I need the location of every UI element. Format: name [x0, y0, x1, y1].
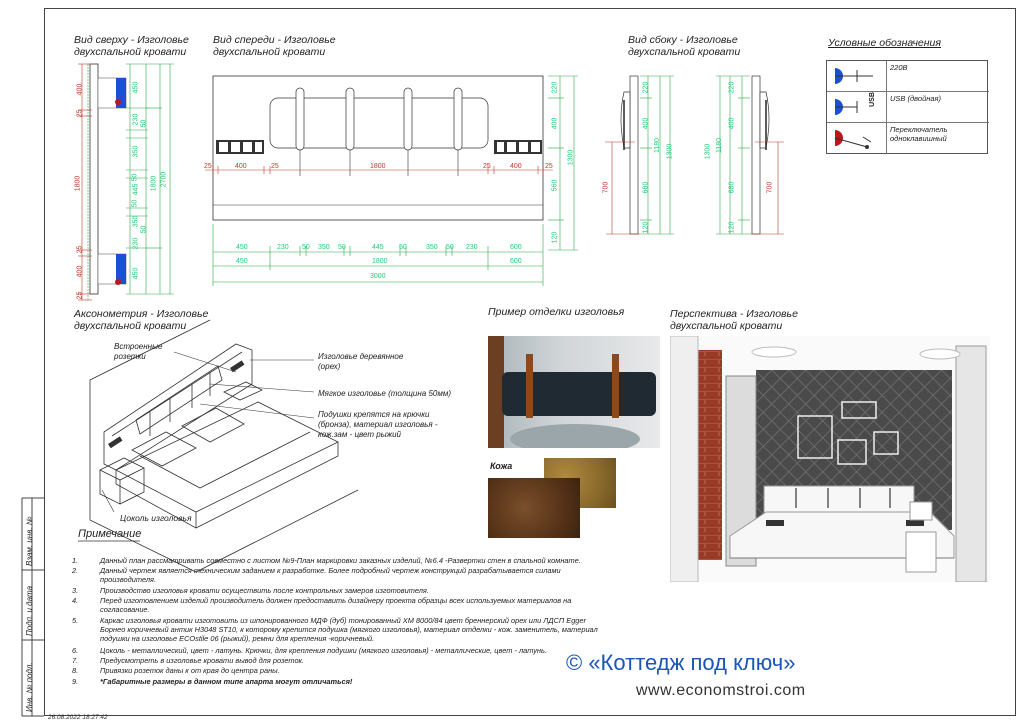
callout-pillows-1: Подушки крепятся на крючки — [318, 410, 430, 419]
side-a-dim-120: 120 — [642, 221, 650, 234]
note-5-num: 5. — [72, 616, 79, 625]
callout-plinth: Цоколь изголовья — [120, 513, 192, 523]
top-dim-r50b: 50 — [131, 173, 139, 182]
side-b-dim-400: 400 — [728, 117, 736, 130]
side-a-dim-700: 700 — [602, 181, 610, 194]
note-5-text-3: подушки на изголовье ECOstile 06 (рыжий), ремни для крепления -коричневый. — [100, 634, 375, 643]
front-dim-25c: 25 — [483, 163, 491, 170]
notes-title: Примечание — [78, 528, 142, 540]
top-dim-total-1800: 1800 — [150, 175, 158, 192]
top-dim-r50d: 50 — [140, 225, 148, 234]
front-dim-50c: 50 — [399, 244, 407, 251]
top-dim-r50c: 50 — [131, 199, 139, 208]
front-dim-120: 120 — [551, 231, 559, 244]
note-2-num: 2. — [72, 566, 79, 575]
top-dim-400a: 400 — [76, 83, 84, 96]
note-4-text-2: согласование. — [100, 605, 150, 614]
front-dim-560: 560 — [551, 179, 559, 192]
front-view-title-2: двухспальной кровати — [213, 46, 326, 58]
note-1-num: 1. — [72, 556, 79, 565]
front-dim-1300: 1300 — [567, 149, 575, 166]
top-dim-25a: 25 — [76, 109, 84, 118]
side-b-dim-1300: 1300 — [704, 143, 712, 160]
note-9-num: 9. — [72, 677, 79, 686]
site-watermark: www.economstroi.com — [636, 682, 806, 699]
side-b-dim-120: 120 — [728, 221, 736, 234]
top-view-title-1: Вид сверху - Изголовье — [74, 34, 189, 46]
side-a-dim-1300: 1300 — [666, 143, 674, 160]
callout-sockets: Встроенные розетки — [114, 342, 163, 361]
note-5-text-2: Борнео коричневый антик Н3048 ST10, к которому крепится подушка (мягкого изголовья), материал отделки - кож. заменитель, материал — [100, 625, 598, 634]
front-dim-row2-600: 600 — [510, 258, 522, 265]
front-dim-400a: 400 — [235, 163, 247, 170]
axon-title-2: двухспальной кровати — [74, 320, 187, 332]
top-dim-1800: 1800 — [74, 175, 82, 192]
front-dim-50a: 50 — [302, 244, 310, 251]
brand-watermark: © «Коттедж под ключ» — [566, 650, 796, 675]
front-dim-230b: 230 — [466, 244, 478, 251]
side-a-dim-1180: 1180 — [654, 137, 662, 154]
front-dim-400b: 400 — [510, 163, 522, 170]
side-b-dim-680: 680 — [728, 181, 736, 194]
top-dim-r50a: 50 — [140, 119, 148, 128]
note-5-text: Каркас изголовья кровати изготовить из шпонированного МДФ (дуб) тонированный ХМ 8000/84 цвет бреннерский орех или ЛДСП Egger — [100, 616, 586, 625]
leather-label: Кожа — [490, 461, 513, 471]
note-4-num: 4. — [72, 596, 79, 605]
finish-title: Пример отделки изголовья — [488, 306, 625, 318]
callout-soft: Мягкое изголовье (толщина 50мм) — [318, 389, 451, 398]
side-a-dim-400: 400 — [642, 117, 650, 130]
usb-symbol-text: USB — [868, 92, 876, 107]
front-dim-600: 600 — [510, 244, 522, 251]
legend-label-usb: USB (двойная) — [890, 94, 942, 103]
side-a-dim-680: 680 — [642, 181, 650, 194]
side-view-title-2: двухспальной кровати — [628, 46, 741, 58]
side-b-dim-220: 220 — [728, 81, 736, 94]
note-3-text: Производство изголовья кровати осуществить после контрольных замеров изготовителя. — [100, 586, 429, 595]
top-dim-r350b: 350 — [132, 215, 140, 228]
front-dim-row2-1800: 1800 — [372, 258, 388, 265]
note-6-num: 6. — [72, 646, 79, 655]
callout-pillows-2: (бронза), материал изголовья - — [318, 420, 438, 429]
legend-label-220v: 220В — [890, 63, 908, 72]
persp-title-1: Перспектива - Изголовье — [670, 308, 798, 320]
top-dim-400b: 400 — [76, 265, 84, 278]
note-7-num: 7. — [72, 656, 79, 665]
note-4-text: Перед изготовлением изделий производитель должен предоставить дизайнеру проекта образцы всех используемых материалов на — [100, 596, 572, 605]
stamp-inv-original: Инв. № подл. — [25, 662, 34, 712]
top-dim-r230b: 230 — [132, 237, 140, 250]
side-b-dim-1180: 1180 — [716, 137, 724, 154]
stamp-replace-inv: Взам. инв. № — [25, 516, 34, 566]
side-view-title-1: Вид сбоку - Изголовье — [628, 34, 738, 46]
side-b-dim-700: 700 — [766, 181, 774, 194]
print-date: 26.08.2022 18:27:42 — [48, 714, 108, 721]
front-dim-row2-450: 450 — [236, 258, 248, 265]
front-dim-445: 445 — [372, 244, 384, 251]
front-view-title-1: Вид спереди - Изголовье — [213, 34, 336, 46]
persp-title-2: двухспальной кровати — [670, 320, 783, 332]
top-dim-25c: 25 — [76, 291, 84, 300]
note-9-text: *Габаритные размеры в данном типе апартa могут отличаться! — [100, 677, 353, 686]
top-dim-25b: 25 — [76, 245, 84, 254]
front-dim-25b: 25 — [271, 163, 279, 170]
note-2-text: Данный чертеж является техническим заданием к разработке. Более подробный чертеж конструкций разрабатывается силами — [100, 566, 561, 575]
note-8-num: 8. — [72, 666, 79, 675]
legend-label-switch: Переключатель одноклавишный — [890, 125, 948, 143]
front-dim-50d: 50 — [446, 244, 454, 251]
top-dim-r230a: 230 — [132, 113, 140, 126]
note-8-text: Привязки розеток даны к от края до центра раны. — [100, 666, 280, 675]
callout-pillows-3: кож.зам - цвет рыжий — [318, 430, 402, 439]
front-dim-25d: 25 — [545, 163, 553, 170]
top-view-title-2: двухспальной кровати — [74, 46, 187, 58]
axon-title-1: Аксонометрия - Изголовье — [74, 308, 209, 320]
front-dim-50b: 50 — [338, 244, 346, 251]
side-a-dim-220: 220 — [642, 81, 650, 94]
front-dim-total: 3000 — [370, 273, 386, 280]
front-dim-350b: 350 — [426, 244, 438, 251]
top-dim-r450b: 450 — [132, 267, 140, 280]
front-dim-230a: 230 — [277, 244, 289, 251]
front-dim-220: 220 — [551, 81, 559, 94]
front-dim-400v: 400 — [551, 117, 559, 130]
top-dim-total-2700: 2700 — [160, 171, 168, 188]
note-1-text: Данный план рассматривать совместно с листом №9-План маркировки заказных изделий, №6.4 -Развертки стен в спальной комнате. — [100, 556, 581, 565]
legend-title: Условные обозначения — [828, 37, 941, 49]
stamp-sign-date: Подп. и дата — [25, 585, 34, 636]
front-dim-350a: 350 — [318, 244, 330, 251]
top-dim-r450a: 450 — [132, 81, 140, 94]
note-3-num: 3. — [72, 586, 79, 595]
note-2-text-2: производителя. — [100, 575, 157, 584]
note-7-text: Предусмотреть в изголовье кровати вывод для розеток. — [100, 656, 305, 665]
front-dim-450: 450 — [236, 244, 248, 251]
note-6-text: Цоколь - металлический, цвет - латунь. Крючки, для крепления подушки (мягкого изголовья) - металлические, цвет - латунь. — [100, 646, 547, 655]
front-dim-25a: 25 — [204, 163, 212, 170]
top-dim-r350a: 350 — [132, 145, 140, 158]
callout-wood: Изголовье деревянное (орех) — [318, 352, 404, 371]
front-dim-1800: 1800 — [370, 163, 386, 170]
top-dim-r445: 445 — [132, 183, 140, 196]
